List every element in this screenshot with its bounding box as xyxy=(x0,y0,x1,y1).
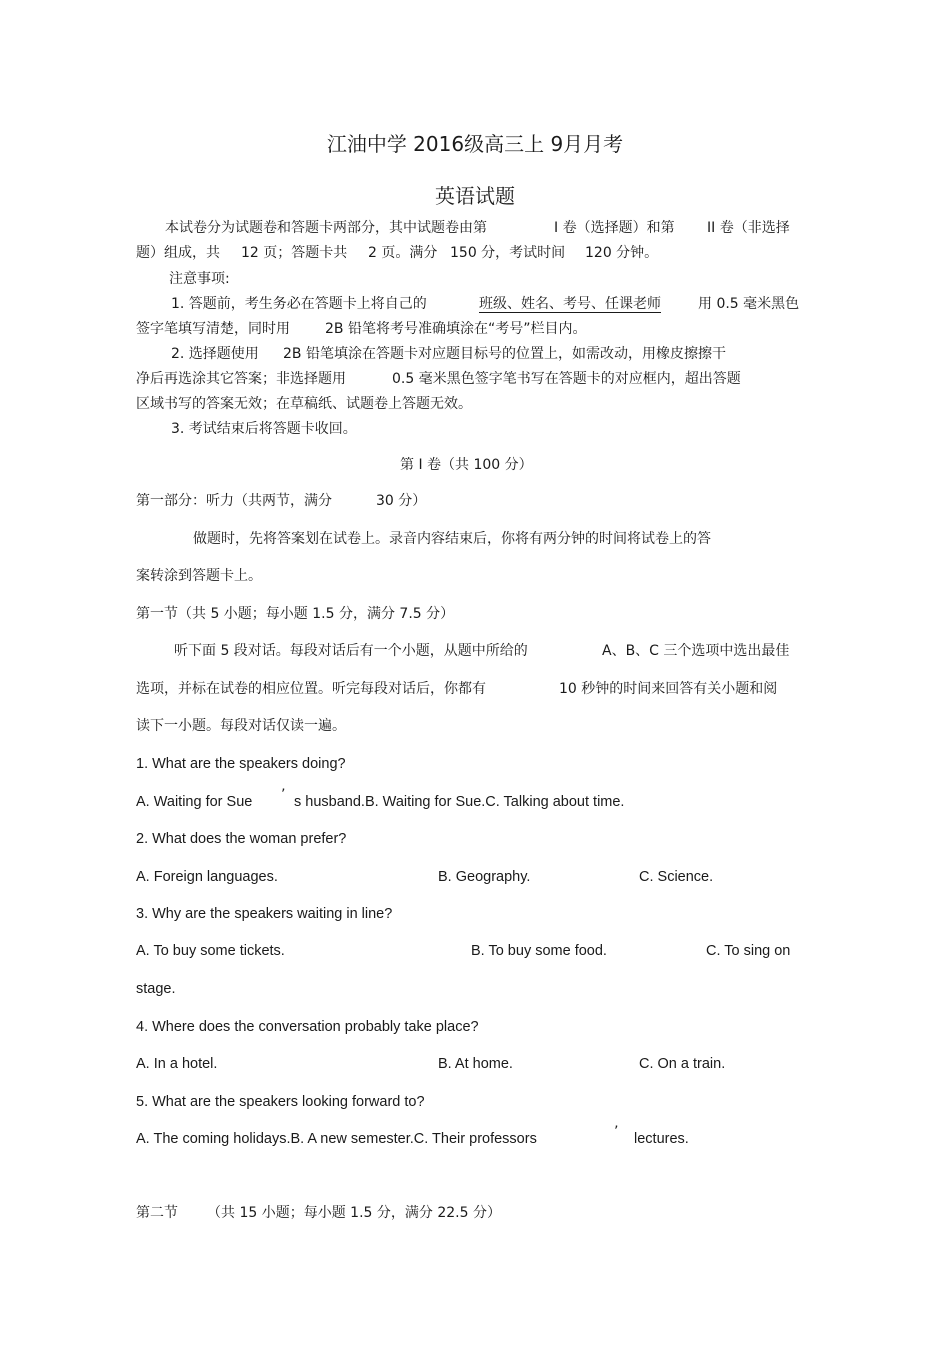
part1-heading-a: 第一部分：听力（共两节，满分 xyxy=(136,493,332,509)
notice-2-e: 区域书写的答案无效；在草稿纸、试题卷上答题无效。 xyxy=(136,396,472,412)
intro-line2-e: 120 分钟。 xyxy=(585,245,659,261)
section1-directions-3: 读下一小题。每段对话仅读一遍。 xyxy=(136,718,346,734)
intro-line2-d: 150 分，考试时间 xyxy=(450,245,566,261)
question-4: 4. Where does the conversation probably take place? xyxy=(136,1019,479,1035)
question-2: 2. What does the woman prefer? xyxy=(136,831,347,847)
notice-2-b: 2B 铅笔填涂在答题卡对应题目标号的位置上，如需改动，用橡皮擦擦干 xyxy=(283,346,726,362)
question-1: 1. What are the speakers doing? xyxy=(136,756,346,772)
question-3-option-c-cont: stage. xyxy=(136,981,176,997)
notice-1-d: 签字笔填写清楚，同时用 xyxy=(136,321,290,337)
notice-1-a: 1. 答题前，考生务必在答题卡上将自己的 xyxy=(171,296,427,312)
part1-instr-2: 案转涂到答题卡上。 xyxy=(136,568,262,584)
question-1-option-a: A. Waiting for Sue xyxy=(136,794,253,810)
question-4-option-c: C. On a train. xyxy=(639,1056,726,1072)
question-3-option-a: A. To buy some tickets. xyxy=(136,943,285,959)
section2-heading-a: 第二节 xyxy=(136,1205,178,1221)
exam-subtitle: 英语试题 xyxy=(435,184,515,208)
question-5-apostrophe: ’ xyxy=(614,1124,619,1140)
notice-2-a: 2. 选择题使用 xyxy=(171,346,259,362)
question-5-options: A. The coming holidays.B. A new semester.C. Their professors xyxy=(136,1131,537,1147)
notice-2-c: 净后再选涂其它答案；非选择题用 xyxy=(136,371,346,387)
intro-line2-c: 2 页。满分 xyxy=(368,245,438,261)
section2-heading-b: （共 15 小题；每小题 1.5 分，满分 22.5 分） xyxy=(207,1205,501,1221)
notice-2-d: 0.5 毫米黑色签字笔书写在答题卡的对应框内，超出答题 xyxy=(392,371,741,387)
intro-line1-c: II 卷（非选择 xyxy=(707,220,790,236)
section1-heading: 第一节（共 5 小题；每小题 1.5 分，满分 7.5 分） xyxy=(136,606,455,622)
intro-line2-b: 12 页；答题卡共 xyxy=(241,245,348,261)
exam-title: 江油中学 2016级高三上 9月月考 xyxy=(326,132,624,156)
question-5-options-rest: lectures. xyxy=(634,1131,689,1147)
part1-heading-b: 30 分） xyxy=(376,493,427,509)
question-3-option-b: B. To buy some food. xyxy=(471,943,607,959)
intro-line1-b: I 卷（选择题）和第 xyxy=(554,220,675,236)
section1-directions-2a: 选项，并标在试卷的相应位置。听完每段对话后，你都有 xyxy=(136,681,486,697)
question-3: 3. Why are the speakers waiting in line? xyxy=(136,906,393,922)
notice-1-c: 用 0.5 毫米黑色 xyxy=(698,296,800,312)
section1-directions-2b: 10 秒钟的时间来回答有关小题和阅 xyxy=(559,681,778,697)
question-4-option-a: A. In a hotel. xyxy=(136,1056,218,1072)
question-4-option-b: B. At home. xyxy=(438,1056,513,1072)
notice-1-underlined: 班级、姓名、考号、任课老师 xyxy=(479,296,661,312)
section1-directions-1b: A、B、C 三个选项中选出最佳 xyxy=(602,643,790,659)
volume-heading: 第 I 卷（共 100 分） xyxy=(400,457,533,473)
question-2-option-a: A. Foreign languages. xyxy=(136,869,278,885)
section1-directions-1a: 听下面 5 段对话。每段对话后有一个小题，从题中所给的 xyxy=(174,643,528,659)
intro-line1-a: 本试卷分为试题卷和答题卡两部分，其中试题卷由第 xyxy=(165,220,487,236)
part1-instr-1: 做题时，先将答案划在试卷上。录音内容结束后，你将有两分钟的时间将试卷上的答 xyxy=(193,531,711,547)
question-2-option-c: C. Science. xyxy=(639,869,714,885)
intro-line2-a: 题）组成，共 xyxy=(136,245,220,261)
question-5: 5. What are the speakers looking forward to? xyxy=(136,1094,425,1110)
notice-3: 3. 考试结束后将答题卡收回。 xyxy=(171,421,357,437)
question-1-options-rest: s husband.B. Waiting for Sue.C. Talking about time. xyxy=(294,794,625,810)
question-2-option-b: B. Geography. xyxy=(438,869,531,885)
notice-1-e: 2B 铅笔将考号准确填涂在“考号”栏目内。 xyxy=(325,321,587,337)
question-1-apostrophe: ’ xyxy=(281,787,286,803)
question-3-option-c: C. To sing on xyxy=(706,943,791,959)
notice-heading: 注意事项: xyxy=(169,271,230,287)
